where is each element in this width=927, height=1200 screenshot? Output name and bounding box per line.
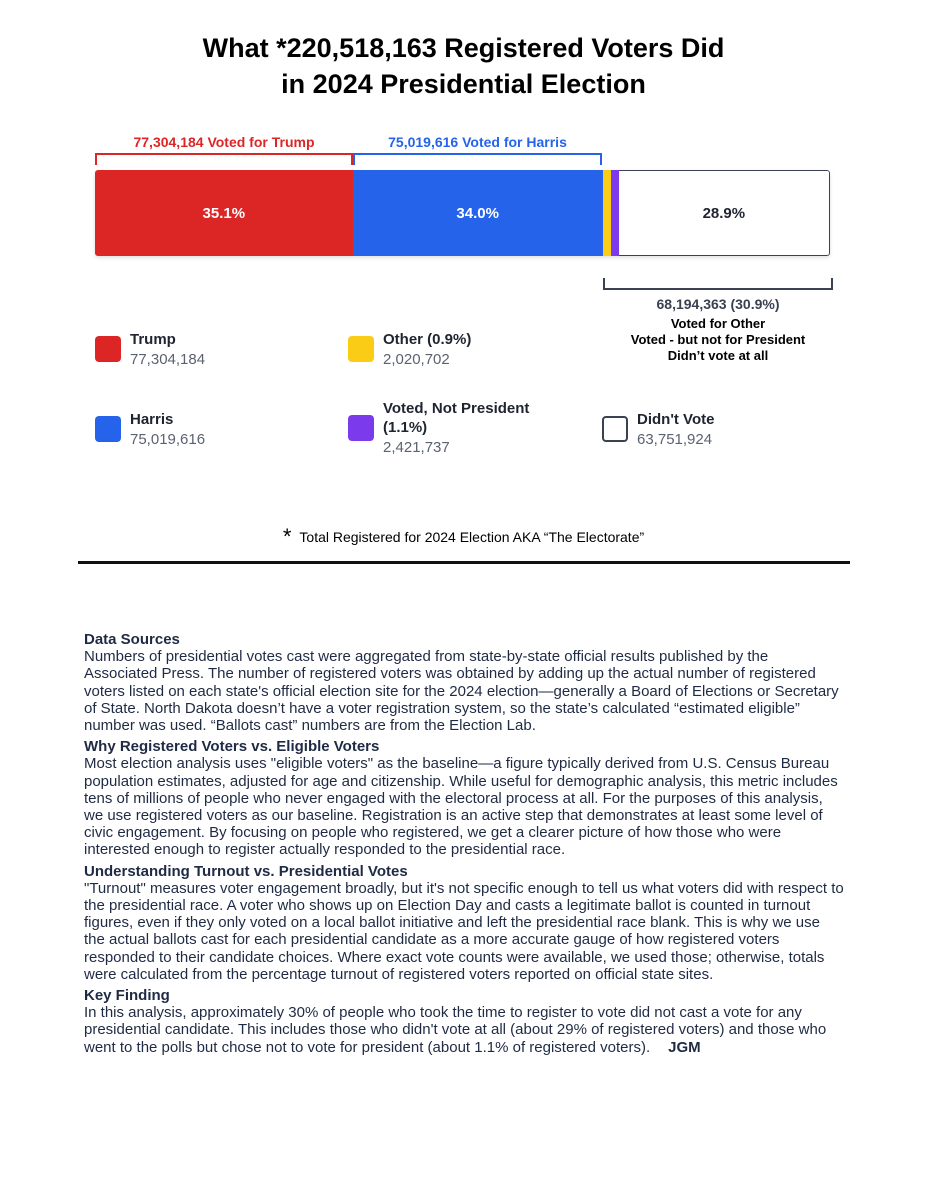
- bar-segment-label: 35.1%: [202, 204, 246, 222]
- non-president-total: 68,194,363 (30.9%): [656, 296, 780, 312]
- legend-didnt-vote: [602, 410, 714, 450]
- breakdown-line: Voted - but not for President: [630, 332, 806, 347]
- key-finding-text: In this analysis, approximately 30% of people who took the time to register to vote did not cast a vote for any presidential candidate. This includes those who didn't vote at all (about 29% of registered voters) and those who went to the polls but chose not to vote for president (about 1.1% of registered voters).: [84, 1004, 827, 1056]
- bar-segment-other: [603, 170, 611, 256]
- bar-segment-label: 34.0%: [456, 204, 499, 222]
- trump-bracket-label: 77,304,184 Voted for Trump: [133, 134, 315, 150]
- didnt-vote-swatch: [602, 416, 628, 442]
- trump-bracket: [95, 153, 353, 165]
- section-heading: Data Sources: [84, 631, 180, 648]
- section-heading: Why Registered Voters vs. Eligible Voters: [84, 738, 380, 756]
- legend-value: 2,020,702: [383, 351, 450, 368]
- footnote: [0, 522, 927, 548]
- breakdown-line: Voted for Other: [670, 316, 766, 331]
- legend-trump: [95, 330, 205, 370]
- harris-bracket: [353, 153, 602, 165]
- signature: JGM: [668, 1038, 701, 1056]
- bar-segment-label: 28.9%: [702, 204, 746, 222]
- footnote-text: Total Registered for 2024 Election AKA “The Electorate”: [299, 529, 645, 545]
- section-body: "Turnout" measures voter engagement broadly, but it's not specific enough to tell us what voters did with respect to the presidential race. A voter who shows up on Election Day and casts a legitimate ballot is counted in turnout figures, even if they only voted on a local ballot initiative and left the presidential race blank. This is why we use the actual ballots cast for each presidential candidate as a more accurate gauge of how registered voters responded to their candidate choices. Where exact vote counts were available, we used those; otherwise, totals were calculated from the percentage turnout of registered voters reported on official state sites.: [84, 879, 844, 983]
- trump-swatch: [95, 336, 121, 362]
- title-line-1: What *220,518,163 Registered Voters Did: [202, 33, 725, 63]
- voted-not-president-swatch: [348, 415, 374, 441]
- legend-harris: [95, 410, 205, 450]
- section-heading: Key Finding: [84, 987, 170, 1005]
- title-line-2: in 2024 Presidential Election: [281, 69, 646, 99]
- stacked-bar: [95, 170, 830, 256]
- non-president-bracket: [603, 278, 833, 290]
- non-president-breakdown: [603, 316, 833, 364]
- legend-name: Didn't Vote: [637, 411, 715, 428]
- legend-value: 77,304,184: [130, 351, 206, 368]
- legend-voted-not-president: [348, 399, 558, 458]
- legend-other: [348, 330, 471, 370]
- bar-segment-voted-not-president: [611, 170, 619, 256]
- breakdown-line: Didn’t vote at all: [667, 348, 769, 363]
- legend-name: Harris: [130, 411, 174, 428]
- legend-value: 63,751,924: [637, 431, 713, 448]
- methodology-text: [84, 631, 844, 1060]
- footnote-star: *: [282, 524, 292, 549]
- legend-name: Other (0.9%): [383, 331, 472, 348]
- section-body: Most election analysis uses "eligible voters" as the baseline—a figure typically derived from U.S. Census Bureau population estimates, adjusted for age and citizenship. While useful for demographic analysis, this metric includes tens of millions of people who never engaged with the electoral process at all. For the purposes of this analysis, we use registered voters as our baseline. Registration is an active step that demonstrates at least some level of civic engagement. By focusing on people who registered, we get a clearer picture of how those who were interested enough to register actually responded to the presidential race.: [84, 755, 838, 859]
- bar-segment-didnt-vote: [619, 170, 830, 256]
- section-body: [84, 1004, 844, 1056]
- harris-bracket-label: 75,019,616 Voted for Harris: [388, 134, 567, 150]
- legend-value: 2,421,737: [383, 439, 450, 456]
- bar-segment-harris: [353, 170, 603, 256]
- legend-value: 75,019,616: [130, 431, 206, 448]
- harris-swatch: [95, 416, 121, 442]
- bar-segment-trump: [95, 170, 353, 256]
- divider: [78, 561, 850, 564]
- chart-title: [0, 30, 927, 102]
- legend-name: Trump: [130, 331, 176, 348]
- legend-name: Voted, Not President (1.1%): [383, 400, 530, 436]
- other-swatch: [348, 336, 374, 362]
- section-body: Numbers of presidential votes cast were aggregated from state-by-state official results published by the Associated Press. The number of registered voters was obtained by adding up the actual number of registered voters listed on each state's official election site for the 2024 election—generally a Board of Elections or Secretary of State. North Dakota doesn’t have a voter registration system, so the state’s calculated “estimated eligible” number was used. “Ballots cast” numbers are from the Election Lab.: [84, 648, 839, 735]
- section-heading: Understanding Turnout vs. Presidential Votes: [84, 862, 408, 880]
